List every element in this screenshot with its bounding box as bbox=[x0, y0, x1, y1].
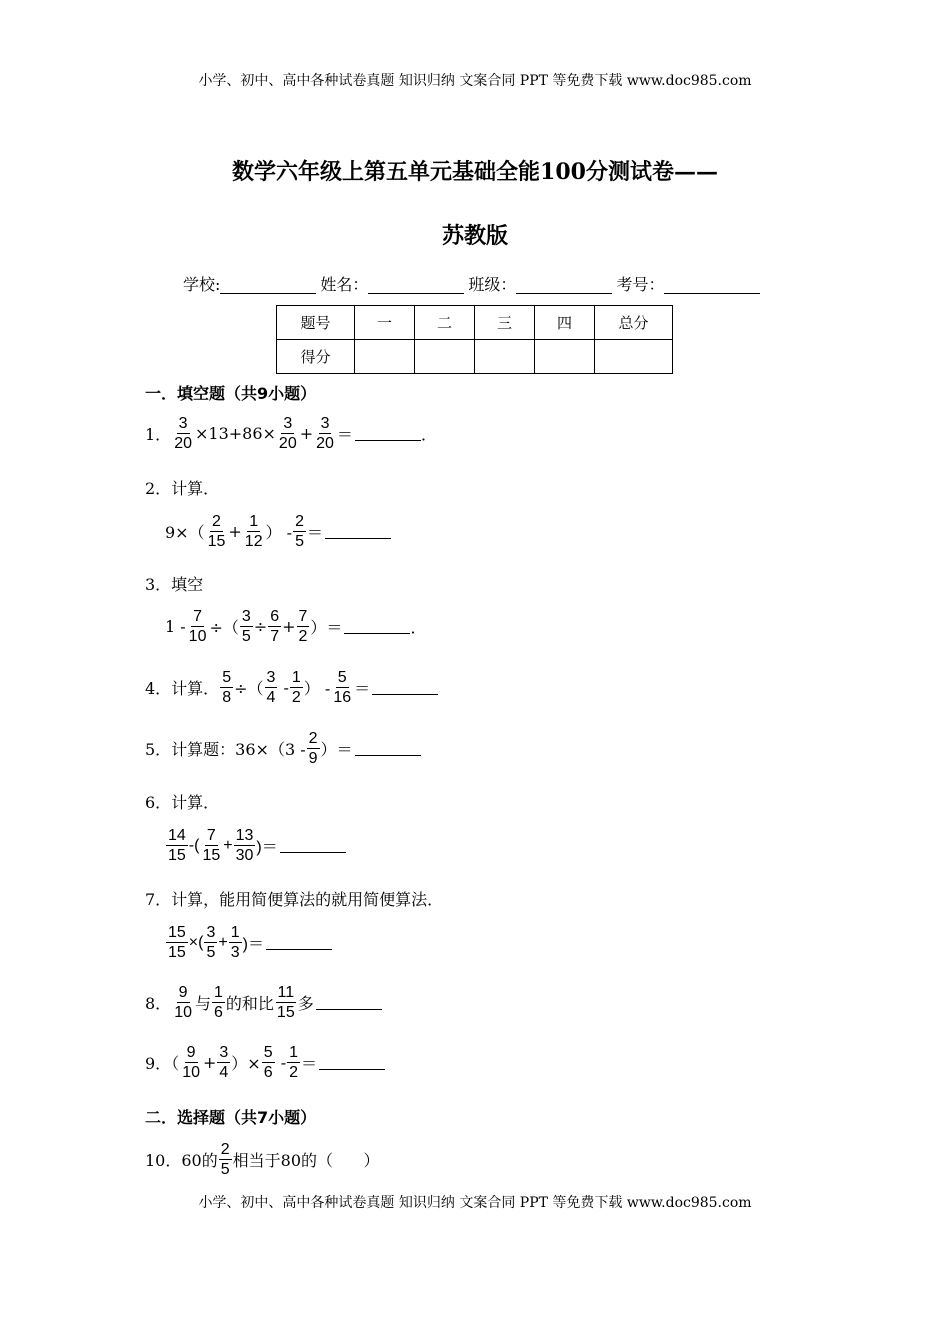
fraction: $\frac{7}{2}$ bbox=[298, 608, 308, 645]
fraction: $\frac{9}{10}$ bbox=[182, 1044, 200, 1081]
question-10: 10．60的 $\frac{2}{5}$ 相当于80的（ ） bbox=[145, 1141, 380, 1178]
question-4: 4．计算． $\frac{5}{8}$ ÷（ $\frac{3}{4}$ - $\frac{1}{2}$ ） - $\frac{5}{16}$ ＝ bbox=[145, 668, 438, 707]
fraction: $\frac{3}{4}$ bbox=[219, 1044, 229, 1081]
fraction: $\frac{5}{16}$ bbox=[333, 669, 352, 706]
page-header: 小学、初中、高中各种试卷真题 知识归纳 文案合同 PPT 等免费下载 www.doc985.com bbox=[198, 73, 752, 89]
question-8: 8． $\frac{9}{10}$ 与 $\frac{1}{6}$ 的和比 $\frac{11}{15}$ 多 bbox=[145, 983, 382, 1022]
answer-blank[interactable] bbox=[372, 680, 438, 695]
question-6-label: 6．计算． bbox=[145, 793, 220, 812]
fraction: $\frac{2}{5}$ bbox=[295, 513, 304, 550]
fraction: $\frac{3}{5}$ bbox=[206, 924, 216, 961]
fraction: $\frac{14}{15}$ bbox=[168, 827, 186, 864]
answer-blank[interactable] bbox=[316, 995, 382, 1010]
fraction: $\frac{15}{15}$ bbox=[168, 924, 186, 961]
fraction: $\frac{1}{6}$ bbox=[214, 984, 223, 1021]
fraction: $\frac{1}{3}$ bbox=[230, 924, 240, 961]
header-cell: 四 bbox=[535, 306, 595, 340]
name-label: 姓名： bbox=[320, 275, 369, 294]
page-footer: 小学、初中、高中各种试卷真题 知识归纳 文案合同 PPT 等免费下载 www.doc985.com bbox=[198, 1195, 752, 1211]
question-3-label: 3．填空 bbox=[145, 575, 204, 594]
score-cell[interactable] bbox=[535, 340, 595, 374]
q1-number: 1． bbox=[145, 425, 172, 444]
fraction: $\frac{3}{20}$ bbox=[278, 415, 297, 452]
number-label: 考号： bbox=[616, 275, 665, 294]
class-label: 班级： bbox=[468, 275, 517, 294]
header-cell: 总分 bbox=[595, 306, 673, 340]
fraction: $\frac{11}{15}$ bbox=[276, 984, 295, 1021]
fraction: $\frac{2}{15}$ bbox=[207, 513, 226, 550]
answer-blank[interactable] bbox=[355, 741, 421, 756]
fraction: $\frac{3}{4}$ bbox=[266, 669, 276, 706]
title-line-1: 数学六年级上第五单元基础全能100分测试卷—— bbox=[232, 159, 718, 185]
header-cell: 一 bbox=[355, 306, 415, 340]
section-1-heading: 一．填空题（共9小题） bbox=[145, 384, 317, 403]
fraction: $\frac{7}{10}$ bbox=[188, 608, 207, 645]
section-2-heading: 二．选择题（共7小题） bbox=[145, 1108, 317, 1127]
fraction: $\frac{13}{30}$ bbox=[235, 827, 254, 864]
score-cell[interactable] bbox=[355, 340, 415, 374]
question-7: $\frac{15}{15}$ ×( $\frac{3}{5}$ + $\frac{1}{3}$ )＝ bbox=[165, 923, 332, 962]
score-cell[interactable] bbox=[415, 340, 475, 374]
question-5: 5．计算题：36×（3 - $\frac{2}{9}$ ）＝ bbox=[145, 729, 421, 768]
question-3: 1 - $\frac{7}{10}$ ÷（ $\frac{3}{5}$ ÷ $\frac{6}{7}$ + $\frac{7}{2}$ ）＝ ． bbox=[165, 608, 427, 645]
question-1: 1． $\frac{3}{20}$ ×13+86× $\frac{3}{20}$ + $\frac{3}{20}$ ＝ ． bbox=[145, 415, 437, 452]
fraction: $\frac{3}{5}$ bbox=[241, 608, 251, 645]
school-label: 学校: bbox=[183, 275, 221, 294]
class-blank[interactable] bbox=[516, 275, 612, 294]
fraction: $\frac{5}{6}$ bbox=[263, 1044, 273, 1081]
school-blank[interactable] bbox=[220, 275, 316, 294]
fraction: $\frac{3}{20}$ bbox=[316, 415, 334, 452]
fraction: $\frac{1}{2}$ bbox=[289, 1044, 299, 1081]
student-info bbox=[183, 272, 764, 295]
title-line-2: 苏教版 bbox=[441, 223, 508, 249]
name-blank[interactable] bbox=[368, 275, 464, 294]
fraction: $\frac{2}{9}$ bbox=[308, 730, 318, 767]
fraction: $\frac{9}{10}$ bbox=[174, 984, 192, 1021]
question-2-label: 2．计算． bbox=[145, 479, 220, 498]
score-table bbox=[276, 305, 673, 374]
fraction: $\frac{5}{8}$ bbox=[222, 669, 232, 706]
number-blank[interactable] bbox=[664, 275, 760, 294]
question-2: 9×（ $\frac{2}{15}$ + $\frac{1}{12}$ ） - $\frac{2}{5}$ ＝ bbox=[165, 512, 391, 551]
answer-blank[interactable] bbox=[355, 426, 421, 441]
header-cell: 三 bbox=[475, 306, 535, 340]
fraction: $\frac{6}{7}$ bbox=[270, 608, 280, 645]
answer-blank[interactable] bbox=[325, 524, 391, 539]
question-6: $\frac{14}{15}$ -( $\frac{7}{15}$ + $\frac{13}{30}$ )＝ bbox=[165, 826, 346, 865]
answer-blank[interactable] bbox=[344, 619, 410, 634]
fraction: $\frac{1}{12}$ bbox=[244, 513, 263, 550]
fraction: $\frac{1}{2}$ bbox=[291, 669, 301, 706]
answer-blank[interactable] bbox=[280, 838, 346, 853]
answer-blank[interactable] bbox=[319, 1055, 385, 1070]
score-cell[interactable] bbox=[475, 340, 535, 374]
answer-blank[interactable] bbox=[266, 935, 332, 950]
score-cell[interactable] bbox=[595, 340, 673, 374]
header-cell: 二 bbox=[415, 306, 475, 340]
score-table-header-row bbox=[277, 306, 673, 340]
question-7-label: 7．计算，能用简便算法的就用简便算法． bbox=[145, 890, 444, 909]
question-9: 9．（ $\frac{9}{10}$ + $\frac{3}{4}$ ）× $\frac{5}{6}$ - $\frac{1}{2}$ ＝ bbox=[145, 1043, 385, 1082]
score-row-label: 得分 bbox=[277, 340, 355, 374]
fraction: $\frac{2}{5}$ bbox=[220, 1141, 230, 1178]
fraction: $\frac{7}{15}$ bbox=[202, 827, 221, 864]
score-table-score-row bbox=[277, 340, 673, 374]
header-cell: 题号 bbox=[277, 306, 355, 340]
fraction: $\frac{3}{20}$ bbox=[174, 415, 192, 452]
